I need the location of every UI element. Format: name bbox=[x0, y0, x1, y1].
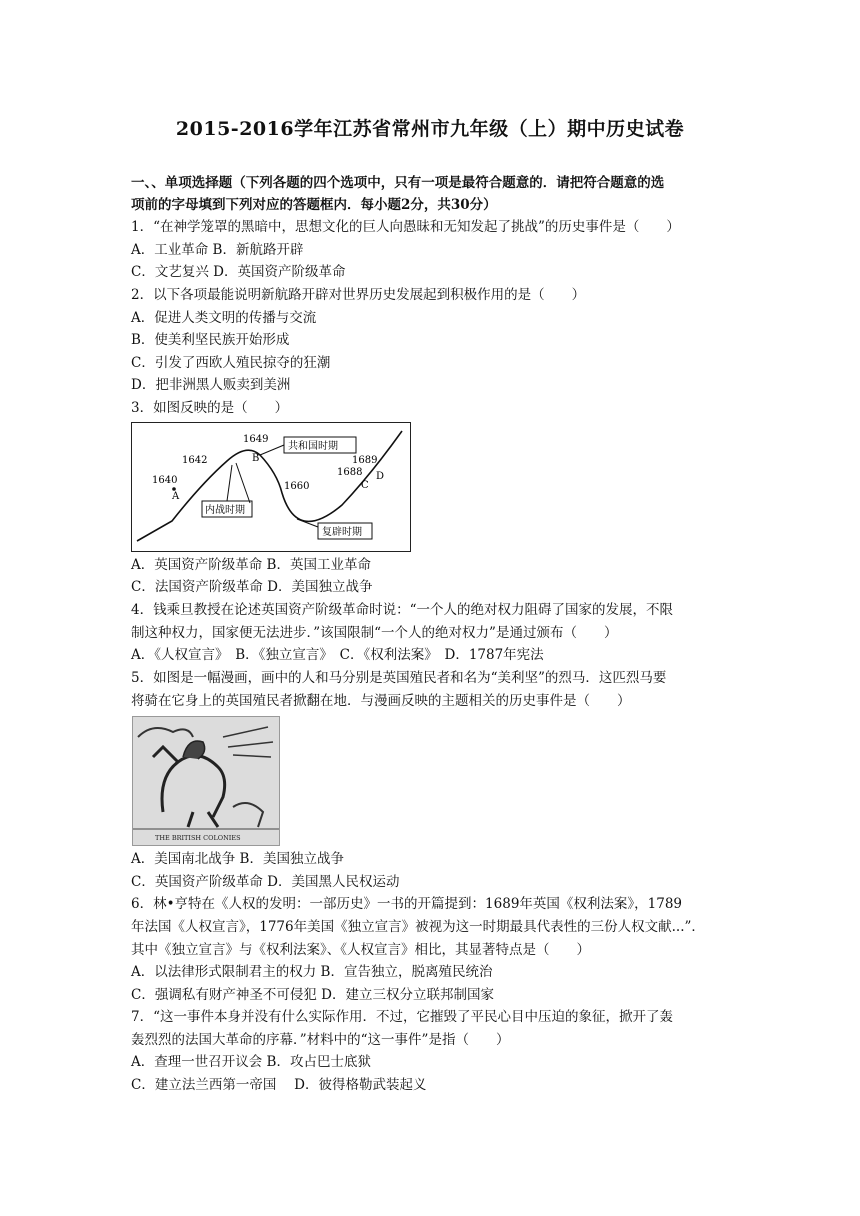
timeline-diagram bbox=[132, 423, 410, 551]
point-label: B bbox=[252, 453, 260, 464]
year-label: 1640 bbox=[152, 475, 178, 486]
question-1-options-cd: C．文艺复兴 D．英国资产阶级革命 bbox=[131, 264, 346, 280]
question-7-cont: 轰烈烈的法国大革命的序幕．”材料中的“这一事件”是指（ ） bbox=[131, 1032, 510, 1048]
section-heading-cont: 项前的字母填到下列对应的答题框内．每小题2分，共30分） bbox=[131, 197, 497, 213]
question-5-options-ab: A．美国南北战争 B．美国独立战争 bbox=[131, 851, 344, 867]
question-5: 5．如图是一幅漫画，画中的人和马分别是英国殖民者和名为“美利坚”的烈马．这匹烈马要 bbox=[131, 670, 667, 686]
period-label-republic: 共和国时期 bbox=[288, 441, 338, 452]
question-6: 6．林•亨特在《人权的发明：一部历史》一书的开篇提到：1689年英国《权利法案》，1789 bbox=[131, 896, 683, 912]
question-6-options-ab: A．以法律形式限制君主的权力 B．宣告独立，脱离殖民统治 bbox=[131, 964, 493, 980]
question-1: 1．“在神学笼罩的黑暗中，思想文化的巨人向愚昧和无知发起了挑战”的历史事件是（ ） bbox=[131, 219, 680, 235]
question-2-option-d: D．把非洲黑人贩卖到美洲 bbox=[131, 377, 291, 393]
horse-rider-cartoon bbox=[133, 717, 279, 845]
question-4: 4．钱乘旦教授在论述英国资产阶级革命时说：“一个人的绝对权力阻碍了国家的发展，不限 bbox=[131, 602, 673, 618]
question-3-options-ab: A．英国资产阶级革命 B．英国工业革命 bbox=[131, 557, 371, 573]
year-label: 1649 bbox=[243, 434, 269, 445]
page-title: 2015-2016学年江苏省常州市九年级（上）期中历史试卷 bbox=[175, 118, 685, 140]
question-5-options-cd: C．英国资产阶级革命 D．美国黑人民权运动 bbox=[131, 874, 400, 890]
question-2-option-c: C．引发了西欧人殖民掠夺的狂潮 bbox=[131, 355, 331, 371]
question-2: 2．以下各项最能说明新航路开辟对世界历史发展起到积极作用的是（ ） bbox=[131, 287, 586, 303]
year-label: 1689 bbox=[352, 455, 378, 466]
timeline-figure bbox=[131, 422, 411, 552]
point-label: D bbox=[376, 471, 385, 482]
cartoon-image bbox=[132, 716, 280, 846]
period-label-restoration: 复辟时期 bbox=[322, 527, 362, 538]
question-6-cont2: 其中《独立宣言》与《权利法案》、《人权宣言》相比，其显著特点是（ ） bbox=[131, 942, 590, 958]
question-1-options-ab: A．工业革命 B．新航路开辟 bbox=[131, 242, 304, 258]
year-label: 1642 bbox=[182, 455, 208, 466]
question-3: 3．如图反映的是（ ） bbox=[131, 400, 289, 416]
question-2-option-b: B．使美利坚民族开始形成 bbox=[131, 332, 290, 348]
point-label: C bbox=[361, 480, 369, 491]
question-7-options-ab: A．查理一世召开议会 B．攻占巴士底狱 bbox=[131, 1054, 371, 1070]
question-4-cont: 制这种权力，国家便无法进步．”该国限制“一个人的绝对权力”是通过颁布（ ） bbox=[131, 625, 618, 641]
year-label: 1688 bbox=[337, 467, 363, 478]
point-label: A bbox=[172, 491, 180, 502]
question-2-option-a: A．促进人类文明的传播与交流 bbox=[131, 310, 317, 326]
question-4-options: A．《人权宣言》 B．《独立宣言》 C．《权利法案》 D．1787年宪法 bbox=[131, 647, 544, 663]
cartoon-caption: THE BRITISH COLONIES bbox=[155, 834, 241, 842]
period-label-civil-war: 内战时期 bbox=[205, 505, 245, 516]
section-heading: 一、、单项选择题（下列各题的四个选项中，只有一项是最符合题意的．请把符合题意的选 bbox=[131, 175, 665, 191]
question-3-options-cd: C．法国资产阶级革命 D．美国独立战争 bbox=[131, 579, 373, 595]
question-6-options-cd: C．强调私有财产神圣不可侵犯 D．建立三权分立联邦制国家 bbox=[131, 987, 494, 1003]
question-6-cont: 年法国《人权宣言》，1776年美国《独立宣言》被视为这一时期最具代表性的三份人权文献...”． bbox=[131, 919, 705, 935]
question-7: 7．“这一事件本身并没有什么实际作用．不过，它摧毁了平民心目中压迫的象征，掀开了轰 bbox=[131, 1009, 673, 1025]
year-label: 1660 bbox=[284, 481, 310, 492]
question-5-cont: 将骑在它身上的英国殖民者掀翻在地．与漫画反映的主题相关的历史事件是（ ） bbox=[131, 693, 631, 709]
question-7-options-cd: C．建立法兰西第一帝国 D．彼得格勒武装起义 bbox=[131, 1077, 427, 1093]
